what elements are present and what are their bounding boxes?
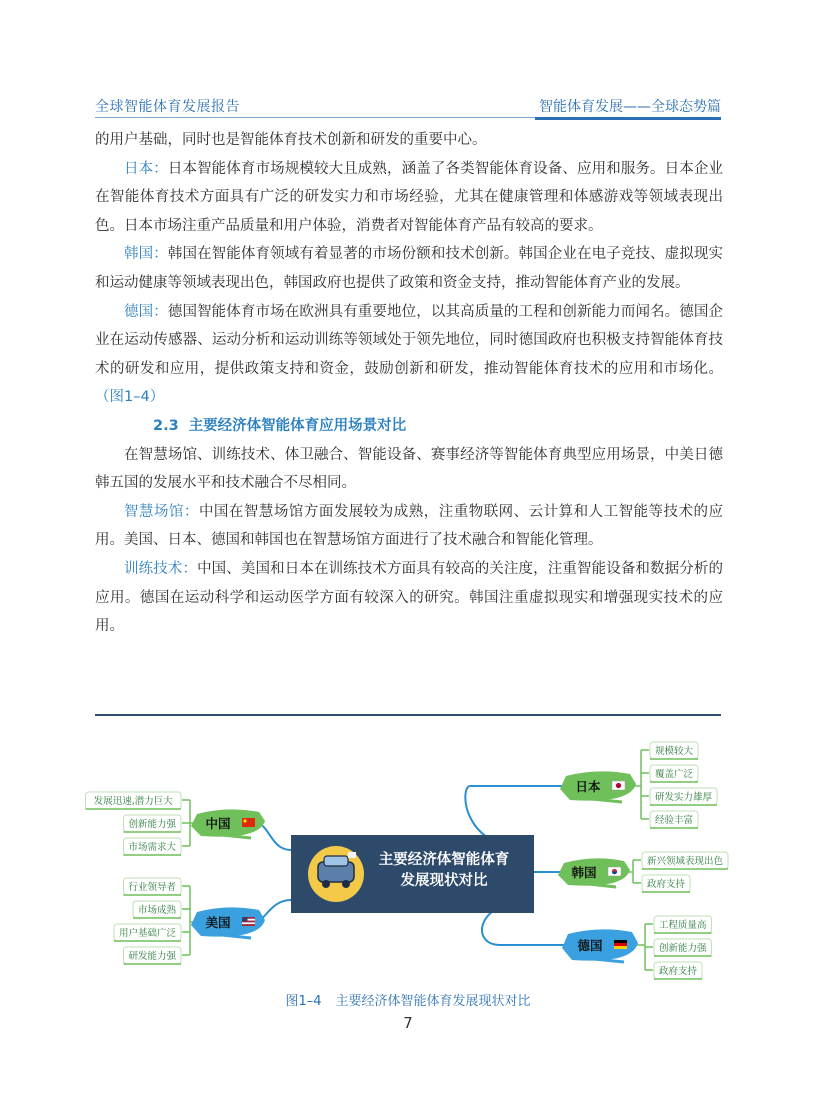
country-name-usa: 美国: [205, 915, 231, 930]
country-name-japan: 日本: [575, 779, 601, 794]
leaf-korea-0: 新兴领域表现出色: [646, 856, 724, 867]
mind-map-nodes: [86, 742, 729, 979]
text-japan: 日本智能体育市场规模较大且成熟，涵盖了各类智能体育设备、应用和服务。日本企业在智能体育技术方面具有广泛的研发实力和市场经验，尤其在健康管理和体感游戏等领域表现出色。日本市场注重产品质量和用户体验，消费者对智能体育产品有较高的要求。: [95, 160, 724, 234]
de-flag-icon: [614, 940, 627, 949]
keyword-japan: 日本：: [124, 160, 168, 177]
cn-flag-icon: [242, 818, 255, 827]
leaf-germany-2: 政府支持: [658, 966, 698, 977]
leaf-china-2: 市场需求大: [128, 842, 177, 853]
country-name-germany: 德国: [577, 938, 603, 953]
leaf-japan-0: 规模较大: [654, 746, 694, 757]
center-topic-line2: 发展现状对比: [400, 873, 488, 889]
section-title: 主要经济体智能体育应用场景对比: [188, 417, 407, 434]
keyword-training: 训练技术：: [124, 560, 198, 577]
keyword-germany: 德国：: [124, 303, 168, 320]
text-training: 中国、美国和日本在训练技术方面具有较高的关注度，注重智能设备和数据分析的应用。德国在运动科学和运动医学方面有较深入的研究。韩国注重虚拟现实和增强现实技术的应用。: [95, 560, 723, 635]
kr-flag-icon: [608, 867, 621, 876]
jp-flag-icon: [612, 781, 625, 790]
leaf-china-0: 发展迅速,潜力巨大: [93, 796, 173, 807]
leaf-china-1: 创新能力强: [128, 819, 177, 830]
car-icon: [308, 846, 364, 902]
paragraph-intro: 在智慧场馆、训练技术、体卫融合、智能设备、赛事经济等智能体育典型应用场景，中美日德韩五国的发展水平和技术融合不尽相同。: [95, 446, 723, 492]
country-name-china: 中国: [205, 816, 231, 831]
leaf-germany-0: 工程质量高: [658, 920, 707, 931]
leaf-korea-1: 政府支持: [646, 879, 686, 890]
country-name-korea: 韩国: [571, 865, 597, 880]
keyword-venue: 智慧场馆：: [124, 503, 199, 520]
leaf-japan-1: 覆盖广泛: [654, 769, 694, 780]
figure-caption: [0, 990, 816, 1009]
text-venue: 中国在智慧场馆方面发展较为成熟，注重物联网、云计算和人工智能等技术的应用。美国、日本、德国和韩国也在智慧场馆方面进行了技术融合和智能化管理。: [95, 503, 723, 549]
text-germany: 德国智能体育市场在欧洲具有重要地位，以其高质量的工程和创新能力而闻名。德国企业在运动传感器、运动分析和运动训练等领域处于领先地位，同时德国政府也积极支持智能体育技术的研发和应用，提供政策支持和资金，鼓励创新和研发，推动智能体育技术的应用和市场化。: [95, 303, 724, 377]
section-number: 2.3: [153, 417, 179, 434]
header-chapter-title: 智能体育发展——全球态势篇: [539, 99, 721, 115]
figure-reference[interactable]: （图1–4）: [95, 389, 165, 406]
paragraph-continuation: 的用户基础，同时也是智能体育技术创新和研发的重要中心。: [95, 132, 487, 148]
header-report-title: 全球智能体育发展报告: [95, 99, 240, 115]
leaf-usa-2: 用户基础广泛: [118, 928, 177, 939]
leaf-usa-1: 市场成熟: [137, 905, 177, 916]
leaf-japan-3: 经验丰富: [654, 815, 694, 826]
us-flag-icon: [242, 917, 255, 926]
page-number: 7: [403, 1014, 413, 1032]
leaf-usa-0: 行业领导者: [128, 882, 177, 893]
leaf-germany-1: 创新能力强: [658, 943, 707, 954]
caption-number: 图1–4: [285, 994, 322, 1009]
leaf-usa-3: 研发能力强: [128, 951, 177, 962]
leaf-japan-2: 研发实力雄厚: [654, 792, 713, 803]
caption-text: 主要经济体智能体育发展现状对比: [335, 994, 531, 1009]
keyword-korea: 韩国：: [124, 246, 168, 263]
center-topic-line1: 主要经济体智能体育: [378, 852, 510, 868]
text-korea: 韩国在智能体育领域有着显著的市场份额和技术创新。韩国企业在电子竞技、虚拟现实和运动健康等领域表现出色，韩国政府也提供了政策和资金支持，推动智能体育产业的发展。: [95, 246, 724, 291]
